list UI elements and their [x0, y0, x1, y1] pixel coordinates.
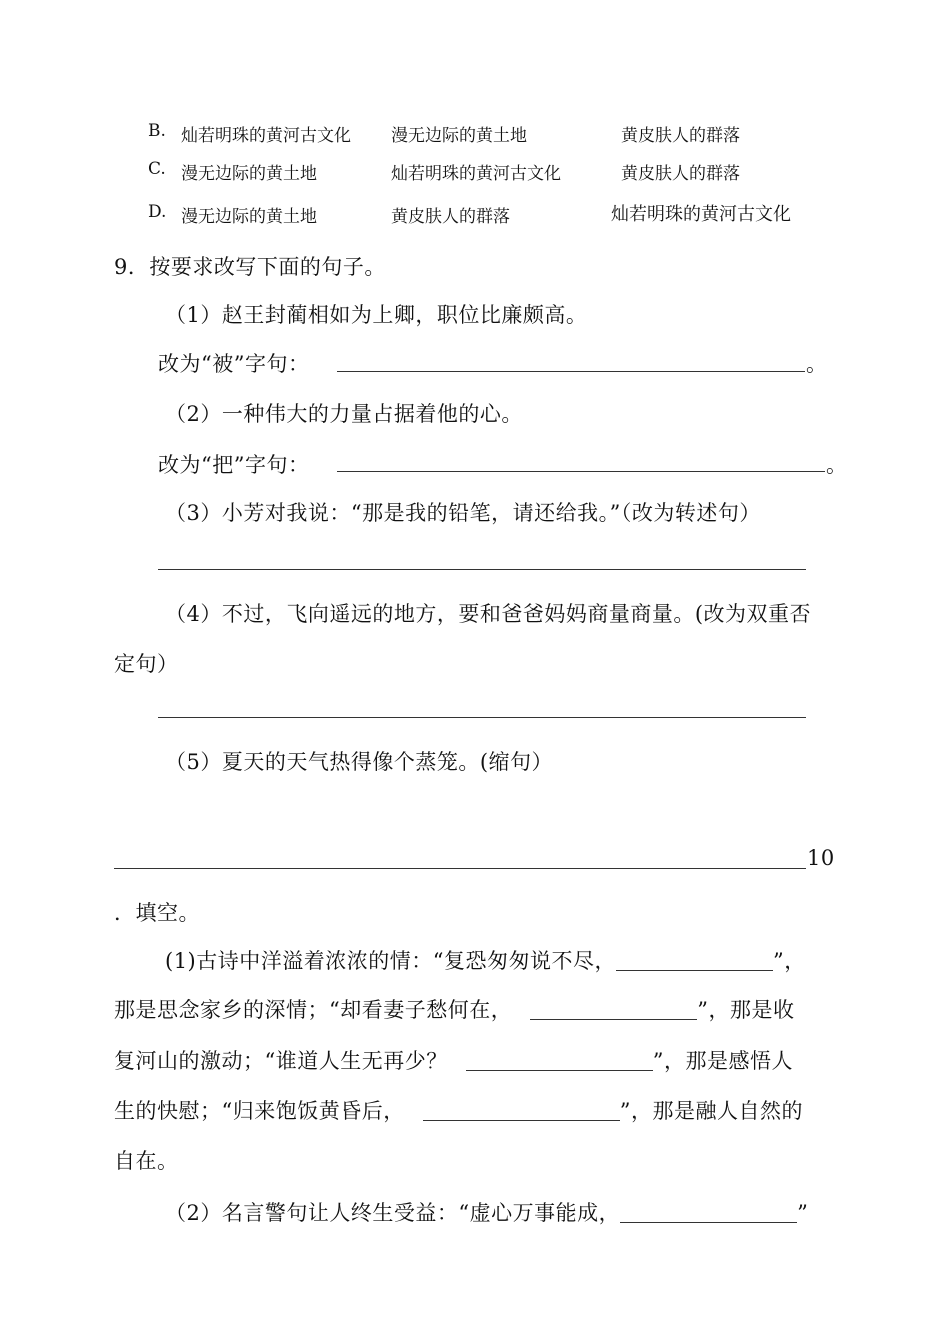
fill-blank-4[interactable] [423, 1119, 620, 1121]
option-text: 灿若明珠的黄河古文化 [391, 164, 561, 184]
q10-text: （2）名言警句让人终生受益：“虚心万事能成， [165, 1201, 621, 1225]
q9-sentence-5: （5）夏天的天气热得像个蒸笼。(缩句） [165, 750, 554, 774]
q10-part1-line5: 自在。 [114, 1149, 179, 1173]
end-mark: 。 [806, 352, 828, 376]
answer-line-2[interactable] [337, 471, 825, 472]
option-text: 灿若明珠的黄河古文化 [611, 204, 791, 225]
option-text: 漫无边际的黄土地 [181, 207, 317, 227]
q10-text: (1)古诗中洋溢着浓浓的情：“复恐匆匆说不尽， [165, 949, 616, 973]
q10-text: ”，那是感悟人 [652, 1049, 793, 1073]
option-letter: B. [148, 121, 166, 141]
q10-text: ” [797, 1201, 809, 1225]
q9-sentence-4-line1: （4）不过，飞向遥远的地方，要和爸爸妈妈商量商量。(改为双重否 [165, 602, 812, 626]
q9-prompt-2: 改为“把”字句： [158, 453, 310, 477]
q10-part1-line1 [165, 945, 806, 975]
answer-line-5[interactable] [114, 868, 806, 869]
q10-part2-line1 [165, 1197, 808, 1227]
option-text: 漫无边际的黄土地 [181, 164, 317, 184]
q10-text: ”， [772, 949, 806, 973]
answer-line-4[interactable] [158, 717, 806, 718]
q10-text: 那是思念家乡的深情；“却看妻子愁何在， [114, 998, 513, 1022]
q10-text: ”，那是收 [697, 998, 795, 1022]
q9-sentence-2: （2）一种伟大的力量占据着他的心。 [165, 402, 523, 426]
q10-text: ”，那是融人自然的 [619, 1099, 803, 1123]
option-text: 灿若明珠的黄河古文化 [181, 126, 351, 146]
option-text: 黄皮肤人的群落 [621, 164, 740, 184]
q9-prompt-1: 改为“被”字句： [158, 352, 310, 376]
q9-sentence-3: （3）小芳对我说：“那是我的铅笔，请还给我。”（改为转述句） [165, 501, 761, 525]
end-mark: 。 [826, 453, 848, 477]
q9-sentence-4-line2: 定句） [114, 652, 179, 676]
q10-part1-line2 [114, 994, 794, 1024]
answer-line-3[interactable] [158, 569, 806, 570]
option-letter: D. [148, 202, 167, 222]
option-letter: C. [148, 159, 166, 179]
answer-line-1[interactable] [337, 371, 805, 372]
option-text: 黄皮肤人的群落 [391, 207, 510, 227]
option-text: 漫无边际的黄土地 [391, 126, 527, 146]
q10-part1-line4 [114, 1095, 803, 1125]
option-text: 黄皮肤人的群落 [621, 126, 740, 146]
q10-text: 复河山的激动；“谁道人生无再少？ [114, 1049, 448, 1073]
fill-blank-1[interactable] [616, 969, 773, 971]
question-10-title: ．填空。 [114, 901, 200, 925]
question-10-number: 10 [807, 846, 835, 870]
question-9-title: 9．按要求改写下面的句子。 [114, 255, 386, 279]
fill-blank-5[interactable] [620, 1221, 797, 1223]
fill-blank-2[interactable] [530, 1018, 697, 1020]
fill-blank-3[interactable] [466, 1069, 653, 1071]
q10-text: 生的快慰；“归来饱饭黄昏后， [114, 1099, 405, 1123]
q9-sentence-1: （1）赵王封蔺相如为上卿，职位比廉颇高。 [165, 303, 588, 327]
q10-part1-line3 [114, 1045, 793, 1075]
